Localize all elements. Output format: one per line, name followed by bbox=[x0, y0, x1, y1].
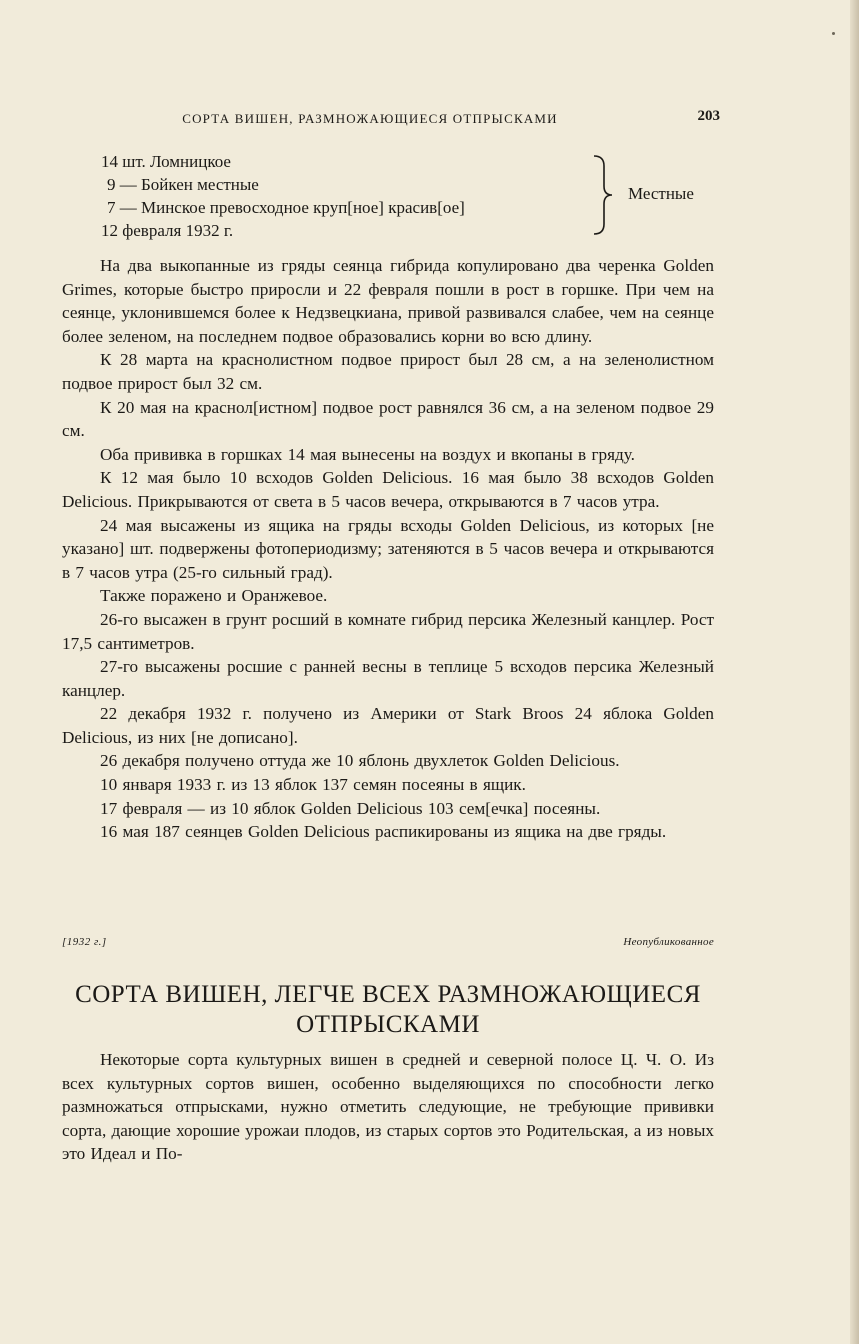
variety-list bbox=[101, 150, 621, 242]
page-edge-shadow bbox=[850, 0, 859, 1344]
article-heading bbox=[62, 980, 714, 1040]
paragraph: К 28 марта на краснолистном подвое прирост был 28 см, а на зеленолистном подвое прирост был 32 см. bbox=[62, 350, 714, 393]
article-body-2 bbox=[62, 1048, 714, 1166]
publication-status: Неопубликованное bbox=[623, 936, 714, 948]
speck bbox=[832, 32, 835, 35]
running-title: СОРТА ВИШЕН, РАЗМНОЖАЮЩИЕСЯ ОТПРЫСКАМИ bbox=[182, 111, 558, 126]
paragraph: К 20 мая на краснол[истном] подвое рост равнялся 36 см, а на зеленом подвое 29 см. bbox=[62, 397, 714, 441]
paragraph: 17 февраля — из 10 яблок Golden Delicious 103 сем[ечка] посеяны. bbox=[100, 798, 601, 818]
list-item: 9 — Бойкен местные bbox=[107, 175, 259, 194]
paragraph: 10 января 1933 г. из 13 яблок 137 семян посеяны в ящик. bbox=[100, 775, 526, 795]
paragraph: К 12 мая было 10 всходов Golden Delicious. 16 мая было 38 всходов Golden Delicious. Прикрываются от света в 5 часов вечера, открываются в 7 часов утра. bbox=[62, 468, 714, 511]
list-item: 14 шт. Ломницкое bbox=[101, 152, 231, 171]
article-meta bbox=[62, 936, 714, 954]
article-date: [1932 г.] bbox=[62, 936, 107, 948]
paragraph: 16 мая 187 сеянцев Golden Delicious распикированы из ящика на две гряды. bbox=[100, 822, 667, 842]
paragraph: Некоторые сорта культурных вишен в средней и северной полосе Ц. Ч. О. Из всех культурных сортов вишен, особенно выделяющихся по способности легко размножаться отпрысками, нужно отметить следующие, не требующие прививки сорта, дающие хорошие урожаи плодов, из старых сортов это Родительская, а из новых это Идеал и По- bbox=[62, 1050, 715, 1164]
page-number: 203 bbox=[697, 108, 720, 124]
paragraph: На два выкопанные из гряды сеянца гибрида копулировано два черенка Golden Grimes, которые быстро приросли и 22 февраля пошли в рост в горшке. При чем на сеянце, уклонившемся более к Недзвецкиана, привой развивался слабее, чем на сеянце более зеленом, на последнем подвое образовались корни во всю длину. bbox=[62, 256, 714, 346]
article-body bbox=[62, 254, 714, 844]
paragraph: 27-го высажены росшие с ранней весны в теплице 5 всходов персика Железный канцлер. bbox=[62, 657, 714, 700]
heading-line: ОТПРЫСКАМИ bbox=[296, 1011, 480, 1038]
paragraph: 24 мая высажены из ящика на гряды всходы Golden Delicious, из которых [не указано] шт. подвержены фотопериодизму; затеняются в 5 часов вечера и открываются в 7 часов утра (25-го сильный град). bbox=[62, 515, 714, 582]
running-header bbox=[60, 108, 720, 130]
paragraph: Оба прививка в горшках 14 мая вынесены на воздух и вкопаны в гряду. bbox=[100, 444, 635, 464]
heading-line: СОРТА ВИШЕН, ЛЕГЧЕ ВСЕХ РАЗМНОЖАЮЩИЕСЯ bbox=[75, 981, 701, 1008]
group-label: Местные bbox=[628, 184, 694, 203]
list-item: 7 — Минское превосходное круп[ное] красив[ое] bbox=[107, 198, 465, 217]
list-item: 12 февраля 1932 г. bbox=[101, 221, 234, 240]
paragraph: 26-го высажен в грунт росший в комнате гибрид персика Железный канцлер. Рост 17,5 сантиметров. bbox=[62, 609, 714, 653]
paragraph: 26 декабря получено оттуда же 10 яблонь двухлеток Golden Delicious. bbox=[100, 751, 620, 771]
paragraph: Также поражено и Оранжевое. bbox=[100, 586, 328, 606]
right-brace-icon bbox=[590, 154, 616, 236]
paragraph: 22 декабря 1932 г. получено из Америки от Stark Broos 24 яблока Golden Delicious, из них [не дописано]. bbox=[62, 704, 714, 747]
